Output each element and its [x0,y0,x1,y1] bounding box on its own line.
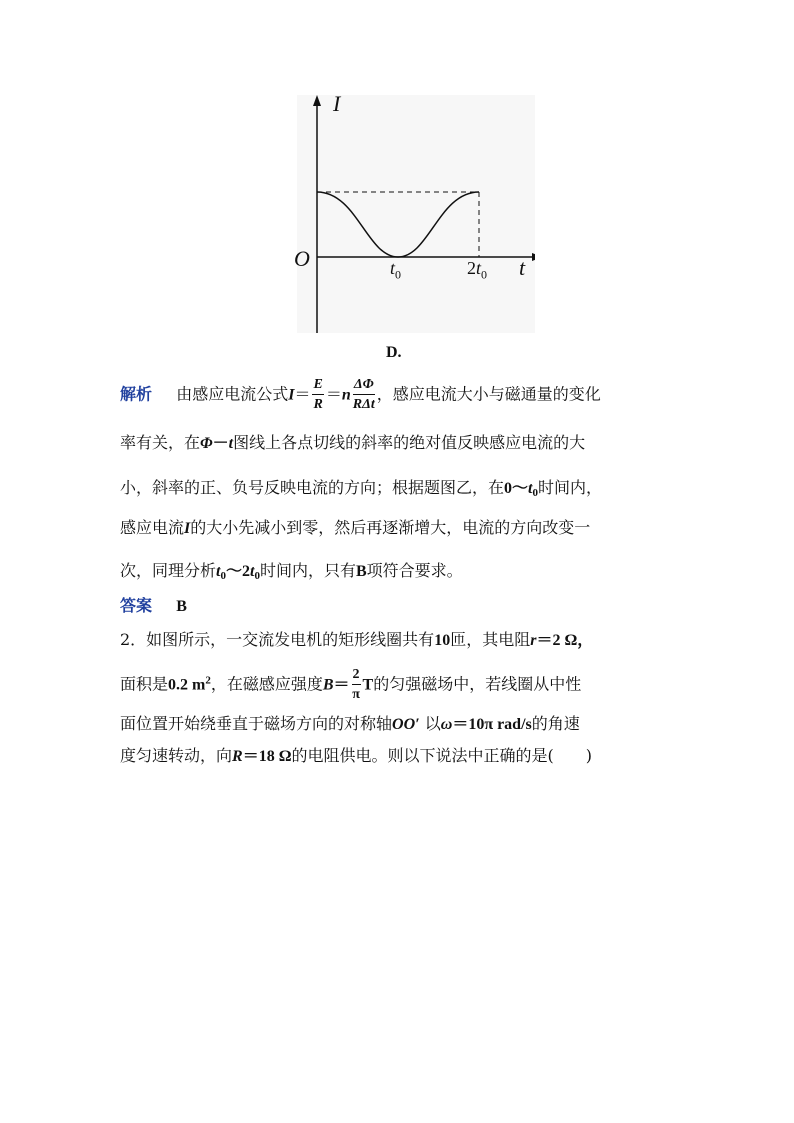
superscript: 2 [205,674,211,687]
symbol-t: t [528,480,533,497]
fraction-numerator: E [312,378,323,395]
analysis-text: 次，同理分析 [120,561,217,580]
symbol-t: t [228,435,234,452]
question-line-1 [120,628,680,653]
area-value: 0.2 m [168,676,206,694]
x-axis-arrow [532,253,535,261]
analysis-line-5 [120,559,680,588]
axis-label-t: t [519,255,526,280]
question-text: 的角速 [531,714,580,733]
analysis-text: ，感应电流大小与磁通量的变化 [376,384,601,404]
analysis-label: 解析 [120,384,153,404]
fraction-e-over-r [312,378,323,412]
symbol-r: R [232,748,243,765]
equals-sign: ＝ [333,676,350,694]
answer-label: 答案 [120,596,153,615]
subscript: 0 [532,487,538,499]
origin-label: O [294,246,310,271]
y-axis-arrow [313,95,321,106]
angular-speed-value: ＝10π rad/s [452,716,532,733]
symbol-phi: Φ [200,435,213,452]
resistance-value: ＝2 Ω， [536,632,594,649]
fraction-denominator: R [313,397,323,412]
resistor-value: ＝18 Ω [242,748,292,765]
analysis-text: 小，斜率的正、负号反映电流的方向；根据题图乙，在 [120,478,505,497]
unit-tesla: T [362,676,374,694]
analysis-text: 的大小先减小到零，然后再逐渐增大，电流的方向改变一 [190,518,591,537]
fraction-dphi-over-rdt [353,378,375,412]
question-line-3 [120,712,680,737]
analysis-text: 时间内， [537,478,602,497]
current-curve [317,192,479,257]
answer-line [120,594,680,619]
analysis-text: 图线上各点切线的斜率的绝对值反映感应电流的大 [233,433,586,452]
question-line-2 [120,668,680,702]
graph-canvas [297,95,535,333]
axis-label-i: I [333,91,341,116]
fraction-denominator: RΔt [352,397,375,412]
subscript: 0 [220,570,226,582]
analysis-line-2 [120,431,680,456]
question-text: ，在磁感应强度 [210,674,323,694]
symbol-omega: ω [440,716,453,733]
analysis-line-4 [120,516,680,541]
fraction-numerator: 2 [352,668,361,685]
equals-sign: ＝ [325,384,342,404]
axis-symbol: OO′ [392,716,420,733]
analysis-text: 率有关，在 [120,433,201,452]
turns-count: 10 [434,632,451,649]
symbol-dash: － [212,435,229,452]
equals-sign: ＝ [294,384,311,404]
formula-n: n [341,386,351,404]
symbol-t: t [216,563,221,580]
fraction-2-over-pi [352,668,361,702]
fraction-numerator: ΔΦ [353,378,375,395]
fraction-denominator: π [352,687,360,702]
question-text: 2．如图所示，一交流发电机的矩形线圈共有 [120,630,435,649]
range-start: 0～ [504,480,529,497]
range-sep: ～2 [225,563,250,580]
formula-i: I [288,386,295,404]
figure-caption: D. [386,344,402,361]
symbol-i: I [184,520,191,537]
question-text: 面积是 [120,674,169,694]
question-text: 的电阻供电。则以下说法中正确的是( ) [291,746,593,765]
option-b: B [355,563,367,580]
question-text: 匝，其电阻 [450,630,531,649]
question-text: 度匀速转动，向 [120,746,233,765]
question-text: 面位置开始绕垂直于磁场方向的对称轴 [120,714,393,733]
question-text: 的匀强磁场中，若线圈从中性 [373,674,582,694]
tick-label-t0: $t_0$ [390,258,402,282]
figure-d-graph [294,91,535,333]
analysis-line-3 [120,476,680,505]
analysis-text: 时间内，只有 [259,561,356,580]
analysis-text: 由感应电流公式 [176,384,289,404]
symbol-t: t [249,563,255,580]
question-line-4 [120,744,680,769]
answer-value: B [176,598,187,615]
question-text: 以 [424,714,441,733]
analysis-text: 项符合要求。 [366,561,463,580]
tick-label-2t0: $2t_0$ [467,258,488,282]
symbol-r: r [530,632,537,649]
symbol-b: B [322,676,334,694]
analysis-text: 感应电流 [120,518,185,537]
subscript: 0 [254,570,260,582]
analysis-line-1 [120,378,680,412]
